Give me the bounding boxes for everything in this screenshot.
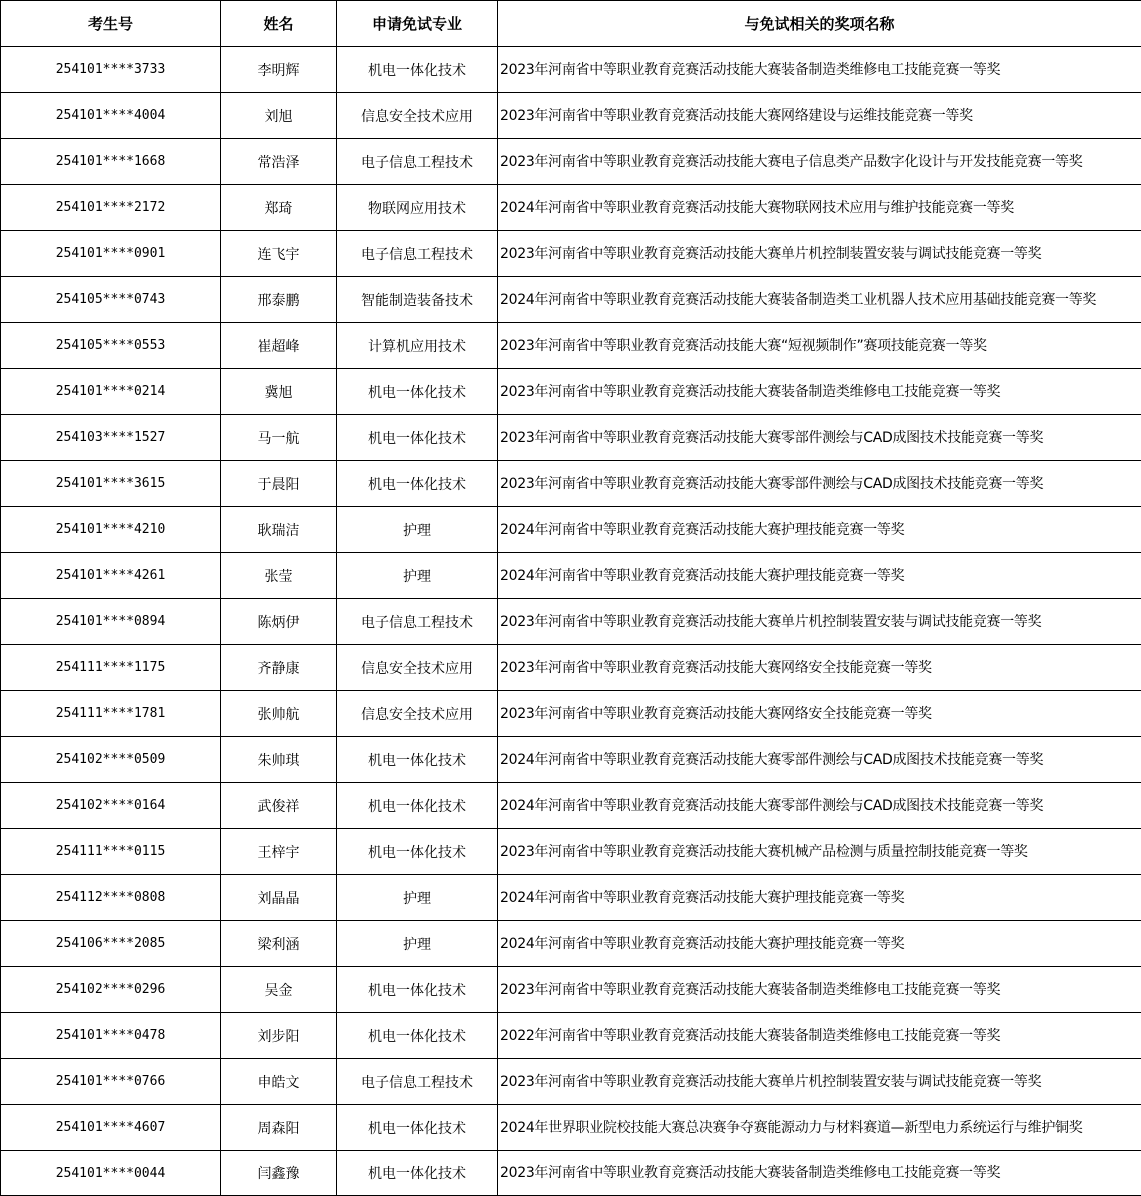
award-cell: 2023年河南省中等职业教育竞赛活动技能大赛网络安全技能竞赛一等奖 <box>498 645 1141 691</box>
student-id-cell: 254101****0044 <box>1 1151 221 1196</box>
table-row <box>1 47 1141 93</box>
major-cell: 信息安全技术应用 <box>337 93 498 139</box>
major-cell: 机电一体化技术 <box>337 461 498 507</box>
student-id-cell: 254101****4210 <box>1 507 221 553</box>
table-row <box>1 599 1141 645</box>
major-cell: 机电一体化技术 <box>337 783 498 829</box>
header-id: 考生号 <box>1 1 221 47</box>
table-row <box>1 231 1141 277</box>
student-name-cell: 张帅航 <box>221 691 337 737</box>
award-cell: 2024年河南省中等职业教育竞赛活动技能大赛零部件测绘与CAD成图技术技能竞赛一等奖 <box>498 737 1141 783</box>
student-id-cell: 254111****1175 <box>1 645 221 691</box>
table-row <box>1 737 1141 783</box>
table-row <box>1 691 1141 737</box>
student-id-cell: 254105****0743 <box>1 277 221 323</box>
table-row <box>1 553 1141 599</box>
award-cell: 2023年河南省中等职业教育竞赛活动技能大赛单片机控制装置安装与调试技能竞赛一等奖 <box>498 1059 1141 1105</box>
major-cell: 机电一体化技术 <box>337 415 498 461</box>
header-award: 与免试相关的奖项名称 <box>498 1 1141 47</box>
major-cell: 电子信息工程技术 <box>337 231 498 277</box>
table-row <box>1 1105 1141 1151</box>
major-cell: 护理 <box>337 553 498 599</box>
table-row <box>1 1013 1141 1059</box>
award-cell: 2023年河南省中等职业教育竞赛活动技能大赛零部件测绘与CAD成图技术技能竞赛一等奖 <box>498 415 1141 461</box>
award-cell: 2024年河南省中等职业教育竞赛活动技能大赛护理技能竞赛一等奖 <box>498 553 1141 599</box>
award-cell: 2023年河南省中等职业教育竞赛活动技能大赛单片机控制装置安装与调试技能竞赛一等奖 <box>498 599 1141 645</box>
major-cell: 机电一体化技术 <box>337 829 498 875</box>
award-cell: 2024年河南省中等职业教育竞赛活动技能大赛零部件测绘与CAD成图技术技能竞赛一等奖 <box>498 783 1141 829</box>
award-cell: 2023年河南省中等职业教育竞赛活动技能大赛装备制造类维修电工技能竞赛一等奖 <box>498 369 1141 415</box>
award-cell: 2023年河南省中等职业教育竞赛活动技能大赛装备制造类维修电工技能竞赛一等奖 <box>498 1151 1141 1196</box>
table-row <box>1 93 1141 139</box>
award-cell: 2024年河南省中等职业教育竞赛活动技能大赛护理技能竞赛一等奖 <box>498 875 1141 921</box>
student-name-cell: 李明辉 <box>221 47 337 93</box>
student-id-cell: 254106****2085 <box>1 921 221 967</box>
student-id-cell: 254101****4004 <box>1 93 221 139</box>
major-cell: 护理 <box>337 507 498 553</box>
major-cell: 计算机应用技术 <box>337 323 498 369</box>
student-name-cell: 申皓文 <box>221 1059 337 1105</box>
student-name-cell: 马一航 <box>221 415 337 461</box>
major-cell: 智能制造装备技术 <box>337 277 498 323</box>
student-id-cell: 254102****0296 <box>1 967 221 1013</box>
major-cell: 机电一体化技术 <box>337 737 498 783</box>
award-cell: 2024年世界职业院校技能大赛总决赛争夺赛能源动力与材料赛道—新型电力系统运行与维护铜奖 <box>498 1105 1141 1151</box>
table-row <box>1 415 1141 461</box>
award-cell: 2023年河南省中等职业教育竞赛活动技能大赛网络建设与运维技能竞赛一等奖 <box>498 93 1141 139</box>
student-id-cell: 254101****4607 <box>1 1105 221 1151</box>
award-cell: 2024年河南省中等职业教育竞赛活动技能大赛装备制造类工业机器人技术应用基础技能竞赛一等奖 <box>498 277 1141 323</box>
award-cell: 2023年河南省中等职业教育竞赛活动技能大赛装备制造类维修电工技能竞赛一等奖 <box>498 967 1141 1013</box>
major-cell: 机电一体化技术 <box>337 369 498 415</box>
student-id-cell: 254111****0115 <box>1 829 221 875</box>
major-cell: 护理 <box>337 921 498 967</box>
student-name-cell: 武俊祥 <box>221 783 337 829</box>
header-row <box>1 1 1141 47</box>
table-row <box>1 645 1141 691</box>
table-row <box>1 139 1141 185</box>
student-name-cell: 邢泰鹏 <box>221 277 337 323</box>
major-cell: 护理 <box>337 875 498 921</box>
student-id-cell: 254101****0478 <box>1 1013 221 1059</box>
student-id-cell: 254112****0808 <box>1 875 221 921</box>
student-id-cell: 254101****0214 <box>1 369 221 415</box>
award-cell: 2023年河南省中等职业教育竞赛活动技能大赛装备制造类维修电工技能竞赛一等奖 <box>498 47 1141 93</box>
table-row <box>1 1059 1141 1105</box>
table-row <box>1 277 1141 323</box>
student-id-cell: 254101****3733 <box>1 47 221 93</box>
student-name-cell: 郑琦 <box>221 185 337 231</box>
major-cell: 电子信息工程技术 <box>337 1059 498 1105</box>
student-name-cell: 刘晶晶 <box>221 875 337 921</box>
student-name-cell: 张莹 <box>221 553 337 599</box>
table-row <box>1 829 1141 875</box>
award-cell: 2023年河南省中等职业教育竞赛活动技能大赛零部件测绘与CAD成图技术技能竞赛一等奖 <box>498 461 1141 507</box>
student-id-cell: 254101****0894 <box>1 599 221 645</box>
student-name-cell: 梁利涵 <box>221 921 337 967</box>
student-id-cell: 254111****1781 <box>1 691 221 737</box>
student-id-cell: 254103****1527 <box>1 415 221 461</box>
major-cell: 机电一体化技术 <box>337 1105 498 1151</box>
award-cell: 2024年河南省中等职业教育竞赛活动技能大赛护理技能竞赛一等奖 <box>498 921 1141 967</box>
award-cell: 2023年河南省中等职业教育竞赛活动技能大赛单片机控制装置安装与调试技能竞赛一等奖 <box>498 231 1141 277</box>
student-name-cell: 周森阳 <box>221 1105 337 1151</box>
student-name-cell: 朱帅琪 <box>221 737 337 783</box>
major-cell: 物联网应用技术 <box>337 185 498 231</box>
table-body <box>1 47 1141 1196</box>
table-row <box>1 921 1141 967</box>
header-name: 姓名 <box>221 1 337 47</box>
student-name-cell: 崔超峰 <box>221 323 337 369</box>
award-cell: 2022年河南省中等职业教育竞赛活动技能大赛装备制造类维修电工技能竞赛一等奖 <box>498 1013 1141 1059</box>
student-name-cell: 冀旭 <box>221 369 337 415</box>
student-id-cell: 254101****0901 <box>1 231 221 277</box>
award-cell: 2024年河南省中等职业教育竞赛活动技能大赛护理技能竞赛一等奖 <box>498 507 1141 553</box>
student-name-cell: 吴金 <box>221 967 337 1013</box>
award-cell: 2024年河南省中等职业教育竞赛活动技能大赛物联网技术应用与维护技能竞赛一等奖 <box>498 185 1141 231</box>
student-name-cell: 王梓宇 <box>221 829 337 875</box>
major-cell: 信息安全技术应用 <box>337 691 498 737</box>
table-row <box>1 507 1141 553</box>
student-name-cell: 连飞宇 <box>221 231 337 277</box>
student-name-cell: 于晨阳 <box>221 461 337 507</box>
major-cell: 机电一体化技术 <box>337 47 498 93</box>
award-cell: 2023年河南省中等职业教育竞赛活动技能大赛“短视频制作”赛项技能竞赛一等奖 <box>498 323 1141 369</box>
major-cell: 机电一体化技术 <box>337 1013 498 1059</box>
student-id-cell: 254102****0509 <box>1 737 221 783</box>
table-row <box>1 967 1141 1013</box>
table-row <box>1 369 1141 415</box>
award-cell: 2023年河南省中等职业教育竞赛活动技能大赛网络安全技能竞赛一等奖 <box>498 691 1141 737</box>
header-major: 申请免试专业 <box>337 1 498 47</box>
table-row <box>1 323 1141 369</box>
student-id-cell: 254101****1668 <box>1 139 221 185</box>
major-cell: 信息安全技术应用 <box>337 645 498 691</box>
major-cell: 机电一体化技术 <box>337 967 498 1013</box>
student-id-cell: 254101****4261 <box>1 553 221 599</box>
table-row <box>1 185 1141 231</box>
student-id-cell: 254101****0766 <box>1 1059 221 1105</box>
student-name-cell: 齐静康 <box>221 645 337 691</box>
major-cell: 电子信息工程技术 <box>337 139 498 185</box>
table-row <box>1 461 1141 507</box>
student-name-cell: 常浩泽 <box>221 139 337 185</box>
student-id-cell: 254101****2172 <box>1 185 221 231</box>
student-id-cell: 254105****0553 <box>1 323 221 369</box>
student-name-cell: 陈炳伊 <box>221 599 337 645</box>
student-name-cell: 刘旭 <box>221 93 337 139</box>
student-name-cell: 闫鑫豫 <box>221 1151 337 1196</box>
table-row <box>1 875 1141 921</box>
student-id-cell: 254101****3615 <box>1 461 221 507</box>
student-name-cell: 耿瑞洁 <box>221 507 337 553</box>
major-cell: 电子信息工程技术 <box>337 599 498 645</box>
award-cell: 2023年河南省中等职业教育竞赛活动技能大赛电子信息类产品数字化设计与开发技能竞赛一等奖 <box>498 139 1141 185</box>
student-id-cell: 254102****0164 <box>1 783 221 829</box>
table-row <box>1 783 1141 829</box>
student-name-cell: 刘步阳 <box>221 1013 337 1059</box>
award-cell: 2023年河南省中等职业教育竞赛活动技能大赛机械产品检测与质量控制技能竞赛一等奖 <box>498 829 1141 875</box>
major-cell: 机电一体化技术 <box>337 1151 498 1196</box>
